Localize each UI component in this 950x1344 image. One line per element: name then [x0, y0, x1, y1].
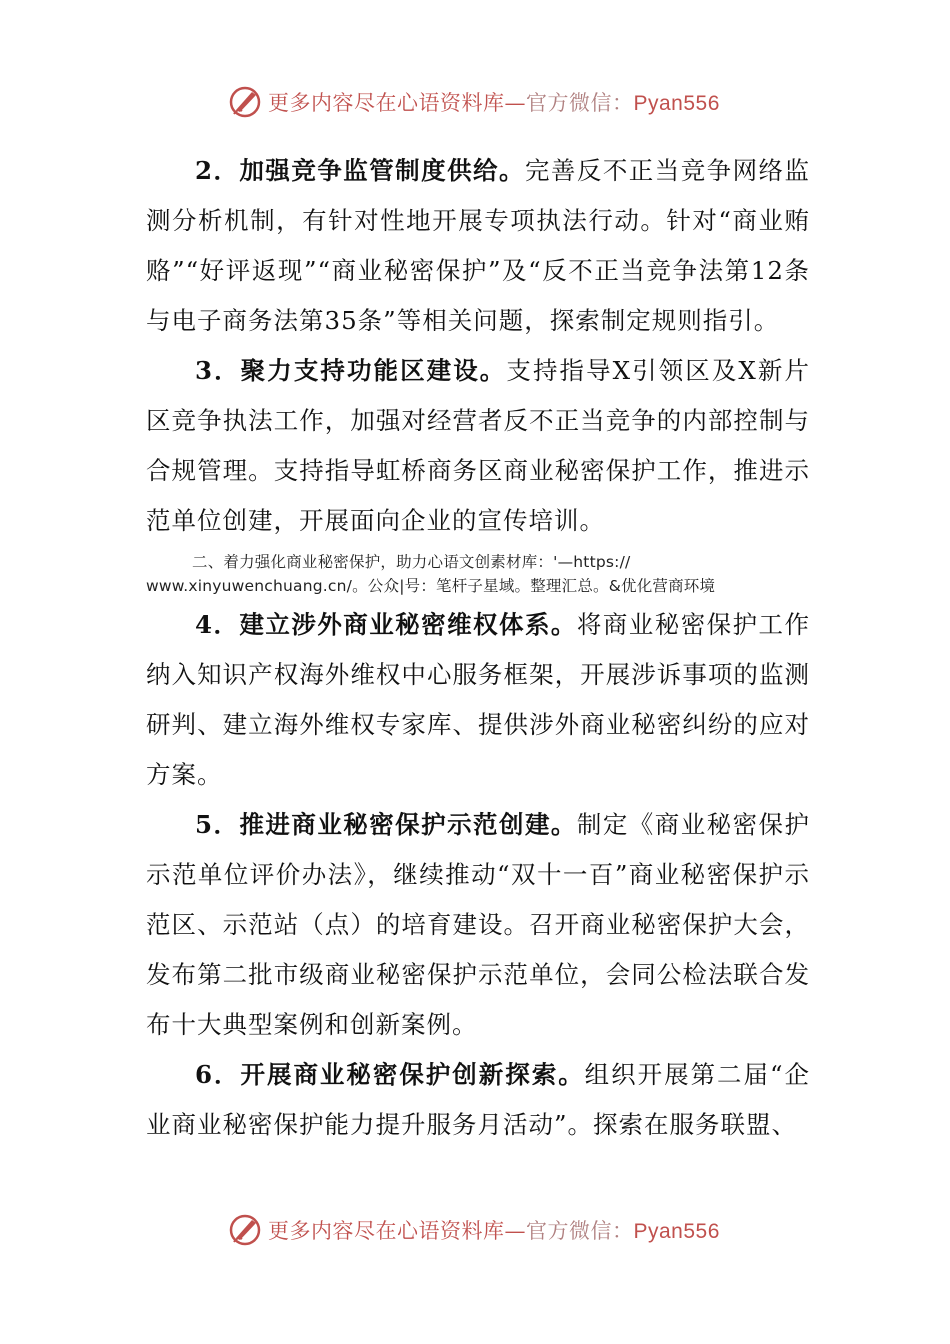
paragraph-4: [146, 600, 810, 800]
document-body: [146, 146, 810, 1150]
paragraph-text: 组织开展第二届“企业商业秘密保护能力提升服务月活动”。探索在服务联盟、: [146, 1060, 810, 1139]
paragraph-heading: 4．建立涉外商业秘密维权体系。: [195, 610, 577, 639]
section-heading: [146, 550, 810, 598]
banner-text: 更多内容尽在心语资料库—官方微信：Pyan556: [268, 91, 720, 115]
footer-banner: [228, 1210, 728, 1250]
paragraph-5: [146, 800, 810, 1050]
paragraph-6: [146, 1050, 810, 1150]
section-heading-line1: 二、着力强化商业秘密保护，助力心语文创素材库：'—https://: [192, 553, 631, 571]
paragraph-3: [146, 346, 810, 546]
section-heading-line2: www.xinyuwenchuang.cn/。公众|号：笔杆子星域。整理汇总。&优化营商环境: [146, 577, 716, 595]
paragraph-text: 制定《商业秘密保护示范单位评价办法》，继续推动“双十一百”商业秘密保护示范区、示范站（点）的培育建设。召开商业秘密保护大会，发布第二批市级商业秘密保护示范单位，会同公检法联合发布十大典型案例和创新案例。: [146, 810, 811, 1039]
paragraph-2: [146, 146, 810, 346]
paragraph-heading: 2．加强竞争监管制度供给。: [195, 156, 525, 185]
paragraph-heading: 5．推进商业秘密保护示范创建。: [195, 810, 577, 839]
header-banner: [228, 82, 728, 122]
paragraph-heading: 3．聚力支持功能区建设。: [195, 356, 507, 385]
banner-text: 更多内容尽在心语资料库—官方微信：Pyan556: [268, 1219, 720, 1243]
paragraph-text: 将商业秘密保护工作纳入知识产权海外维权中心服务框架，开展涉诉事项的监测研判、建立海外维权专家库、提供涉外商业秘密纠纷的应对方案。: [146, 610, 811, 789]
pen-logo-icon: [228, 1212, 264, 1248]
pen-logo-icon: [228, 84, 264, 120]
paragraph-text: 完善反不正当竞争网络监测分析机制，有针对性地开展专项执法行动。针对“商业贿赂”“好评返现”“商业秘密保护”及“反不正当竞争法第12条与电子商务法第35条”等相关问题，探索制定规则指引。: [146, 156, 811, 335]
paragraph-heading: 6．开展商业秘密保护创新探索。: [195, 1060, 585, 1089]
paragraph-text: 支持指导X引领区及X新片区竞争执法工作，加强对经营者反不正当竞争的内部控制与合规管理。支持指导虹桥商务区商业秘密保护工作，推进示范单位创建，开展面向企业的宣传培训。: [146, 356, 811, 535]
